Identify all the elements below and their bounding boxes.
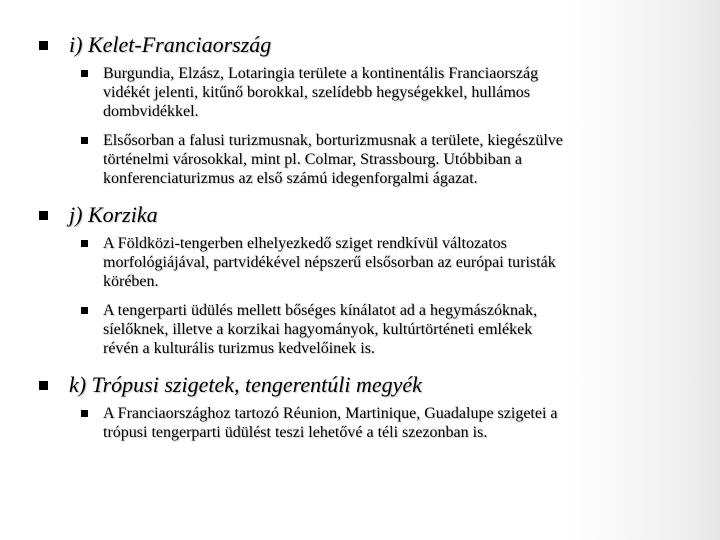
section-heading: k) Trópusi szigetek, tengerentúli megyék	[69, 372, 422, 397]
text-line: A tengerparti üdülés mellett bőséges kínálatot ad a hegymászóknak,	[103, 302, 538, 319]
square-bullet-icon	[81, 240, 88, 247]
text-line: révén a kulturális turizmus kedvelőinek is.	[103, 340, 375, 357]
square-bullet-icon	[81, 70, 88, 77]
square-bullet-icon	[39, 381, 48, 390]
list-item-text	[103, 234, 693, 291]
text-line: körében.	[103, 273, 159, 290]
text-line: vidékét jelenti, kitűnő borokkal, szelídebb hegységekkel, hullámos	[103, 84, 531, 101]
section-heading: i) Kelet-Franciaország	[69, 32, 272, 57]
section-heading: j) Korzika	[69, 202, 158, 227]
square-bullet-icon	[39, 41, 48, 50]
list-item-text	[103, 64, 693, 121]
square-bullet-icon	[81, 307, 88, 314]
list-item-text	[103, 131, 693, 188]
text-line: Burgundia, Elzász, Lotaringia területe a kontinentális Franciaország	[103, 65, 539, 82]
text-line: Elsősorban a falusi turizmusnak, borturizmusnak a területe, kiegészülve	[103, 132, 563, 149]
text-line: trópusi tengerparti üdülést teszi lehetővé a téli szezonban is.	[103, 424, 488, 441]
text-line: morfológiájával, partvidékével népszerű elsősorban az európai turisták	[103, 254, 556, 271]
list-item-text	[103, 301, 693, 358]
text-line: síelőknek, illetve a korzikai hagyományok, kultúrtörténeti emlékek	[103, 321, 533, 338]
text-line: A Földközi-tengerben elhelyezkedő sziget rendkívül változatos	[103, 235, 507, 252]
list-item-text	[103, 404, 693, 442]
square-bullet-icon	[39, 211, 48, 220]
square-bullet-icon	[81, 137, 88, 144]
text-line: dombvidékkel.	[103, 103, 199, 120]
text-line: A Franciaországhoz tartozó Réunion, Martinique, Guadalupe szigetei a	[103, 405, 558, 422]
text-line: történelmi városokkal, mint pl. Colmar, Strassbourg. Utóbbiban a	[103, 151, 523, 168]
text-line: konferenciaturizmus az első számú idegenforgalmi ágazat.	[103, 170, 478, 187]
square-bullet-icon	[81, 410, 88, 417]
